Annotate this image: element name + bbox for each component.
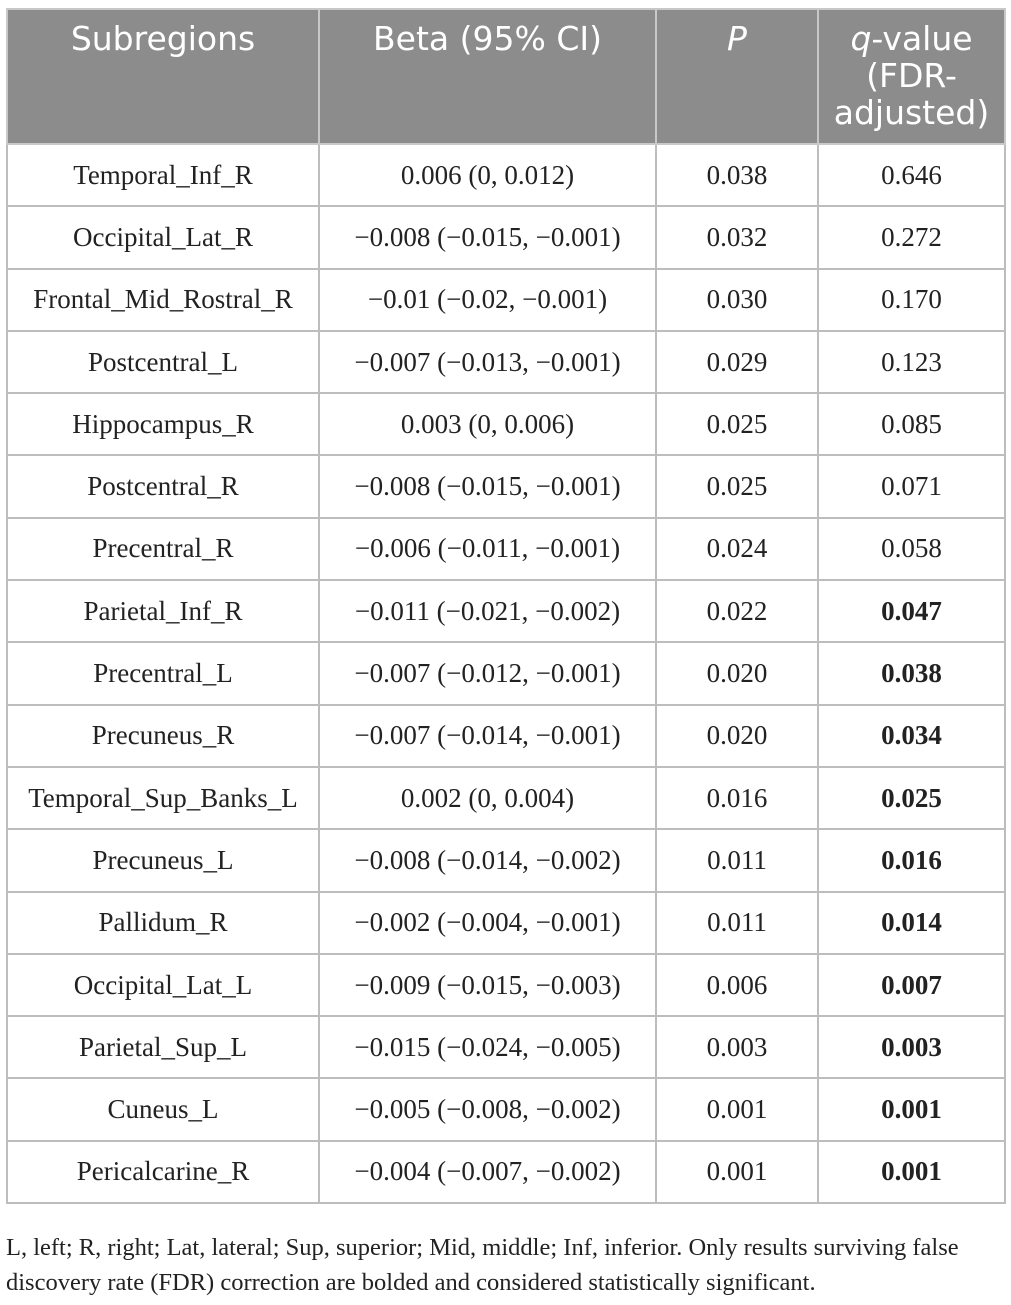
q-value-cell: 0.047: [818, 580, 1005, 642]
table-row: [7, 1016, 1005, 1078]
subregion-cell: Parietal_Inf_R: [7, 580, 319, 642]
subregion-cell: Frontal_Mid_Rostral_R: [7, 269, 319, 331]
table-row: [7, 642, 1005, 704]
beta-cell: −0.005 (−0.008, −0.002): [319, 1078, 656, 1140]
header-p: [656, 9, 818, 144]
p-value-cell: 0.011: [656, 829, 818, 891]
beta-cell: −0.004 (−0.007, −0.002): [319, 1141, 656, 1203]
q-value-cell: 0.007: [818, 954, 1005, 1016]
beta-cell: −0.011 (−0.021, −0.002): [319, 580, 656, 642]
p-value-cell: 0.020: [656, 642, 818, 704]
header-row: [7, 9, 1005, 144]
beta-cell: −0.007 (−0.012, −0.001): [319, 642, 656, 704]
table-row: [7, 1141, 1005, 1203]
p-value-cell: 0.030: [656, 269, 818, 331]
subregion-cell: Temporal_Inf_R: [7, 144, 319, 206]
header-q-rest: -value (FDR-adjusted): [833, 19, 990, 132]
q-value-cell: 0.001: [818, 1078, 1005, 1140]
subregion-cell: Pericalcarine_R: [7, 1141, 319, 1203]
subregion-cell: Parietal_Sup_L: [7, 1016, 319, 1078]
subregion-cell: Precuneus_R: [7, 705, 319, 767]
q-value-cell: 0.071: [818, 455, 1005, 517]
p-value-cell: 0.029: [656, 331, 818, 393]
table-row: [7, 892, 1005, 954]
q-value-cell: 0.058: [818, 518, 1005, 580]
subregion-cell: Precentral_L: [7, 642, 319, 704]
q-value-cell: 0.272: [818, 206, 1005, 268]
subregion-cell: Hippocampus_R: [7, 393, 319, 455]
subregion-cell: Precuneus_L: [7, 829, 319, 891]
subregion-cell: Occipital_Lat_L: [7, 954, 319, 1016]
q-value-cell: 0.646: [818, 144, 1005, 206]
p-value-cell: 0.006: [656, 954, 818, 1016]
q-value-cell: 0.085: [818, 393, 1005, 455]
table-row: [7, 1078, 1005, 1140]
p-value-cell: 0.024: [656, 518, 818, 580]
table-row: [7, 331, 1005, 393]
p-value-cell: 0.038: [656, 144, 818, 206]
q-value-cell: 0.025: [818, 767, 1005, 829]
beta-cell: −0.007 (−0.013, −0.001): [319, 331, 656, 393]
p-value-cell: 0.020: [656, 705, 818, 767]
q-value-cell: 0.170: [818, 269, 1005, 331]
beta-cell: −0.002 (−0.004, −0.001): [319, 892, 656, 954]
table-row: [7, 518, 1005, 580]
p-value-cell: 0.022: [656, 580, 818, 642]
beta-cell: −0.009 (−0.015, −0.003): [319, 954, 656, 1016]
p-value-cell: 0.016: [656, 767, 818, 829]
q-value-cell: 0.001: [818, 1141, 1005, 1203]
table-body: [7, 144, 1005, 1203]
table-row: [7, 829, 1005, 891]
subregion-cell: Postcentral_L: [7, 331, 319, 393]
q-value-cell: 0.123: [818, 331, 1005, 393]
beta-cell: −0.01 (−0.02, −0.001): [319, 269, 656, 331]
subregion-cell: Occipital_Lat_R: [7, 206, 319, 268]
table-row: [7, 954, 1005, 1016]
subregion-cell: Precentral_R: [7, 518, 319, 580]
header-beta: Beta (95% CI): [319, 9, 656, 144]
p-value-cell: 0.001: [656, 1078, 818, 1140]
beta-cell: 0.002 (0, 0.004): [319, 767, 656, 829]
table-row: [7, 206, 1005, 268]
beta-cell: −0.008 (−0.014, −0.002): [319, 829, 656, 891]
subregion-cell: Cuneus_L: [7, 1078, 319, 1140]
beta-cell: 0.003 (0, 0.006): [319, 393, 656, 455]
q-value-cell: 0.034: [818, 705, 1005, 767]
beta-cell: −0.006 (−0.011, −0.001): [319, 518, 656, 580]
p-value-cell: 0.025: [656, 393, 818, 455]
p-value-cell: 0.003: [656, 1016, 818, 1078]
subregion-cell: Temporal_Sup_Banks_L: [7, 767, 319, 829]
beta-cell: −0.008 (−0.015, −0.001): [319, 455, 656, 517]
beta-cell: −0.007 (−0.014, −0.001): [319, 705, 656, 767]
table-row: [7, 455, 1005, 517]
beta-cell: −0.008 (−0.015, −0.001): [319, 206, 656, 268]
subregion-cell: Pallidum_R: [7, 892, 319, 954]
table-row: [7, 767, 1005, 829]
header-subregions: Subregions: [7, 9, 319, 144]
header-p-label: P: [727, 19, 747, 58]
table-row: [7, 393, 1005, 455]
table-row: [7, 580, 1005, 642]
table-row: [7, 269, 1005, 331]
table-footnote: L, left; R, right; Lat, lateral; Sup, superior; Mid, middle; Inf, inferior. Only results surviving false discovery rate (FDR) correction are bolded and considered statistically significant.: [6, 1234, 959, 1296]
p-value-cell: 0.011: [656, 892, 818, 954]
header-q-value: [818, 9, 1005, 144]
subregion-cell: Postcentral_R: [7, 455, 319, 517]
results-table-container: [6, 8, 1004, 1204]
q-value-cell: 0.038: [818, 642, 1005, 704]
beta-cell: −0.015 (−0.024, −0.005): [319, 1016, 656, 1078]
p-value-cell: 0.025: [656, 455, 818, 517]
q-value-cell: 0.014: [818, 892, 1005, 954]
header-q-italic: q: [850, 19, 872, 58]
q-value-cell: 0.016: [818, 829, 1005, 891]
p-value-cell: 0.032: [656, 206, 818, 268]
table-row: [7, 705, 1005, 767]
beta-cell: 0.006 (0, 0.012): [319, 144, 656, 206]
results-table: [6, 8, 1006, 1204]
table-row: [7, 144, 1005, 206]
q-value-cell: 0.003: [818, 1016, 1005, 1078]
table-header: [7, 9, 1005, 144]
p-value-cell: 0.001: [656, 1141, 818, 1203]
